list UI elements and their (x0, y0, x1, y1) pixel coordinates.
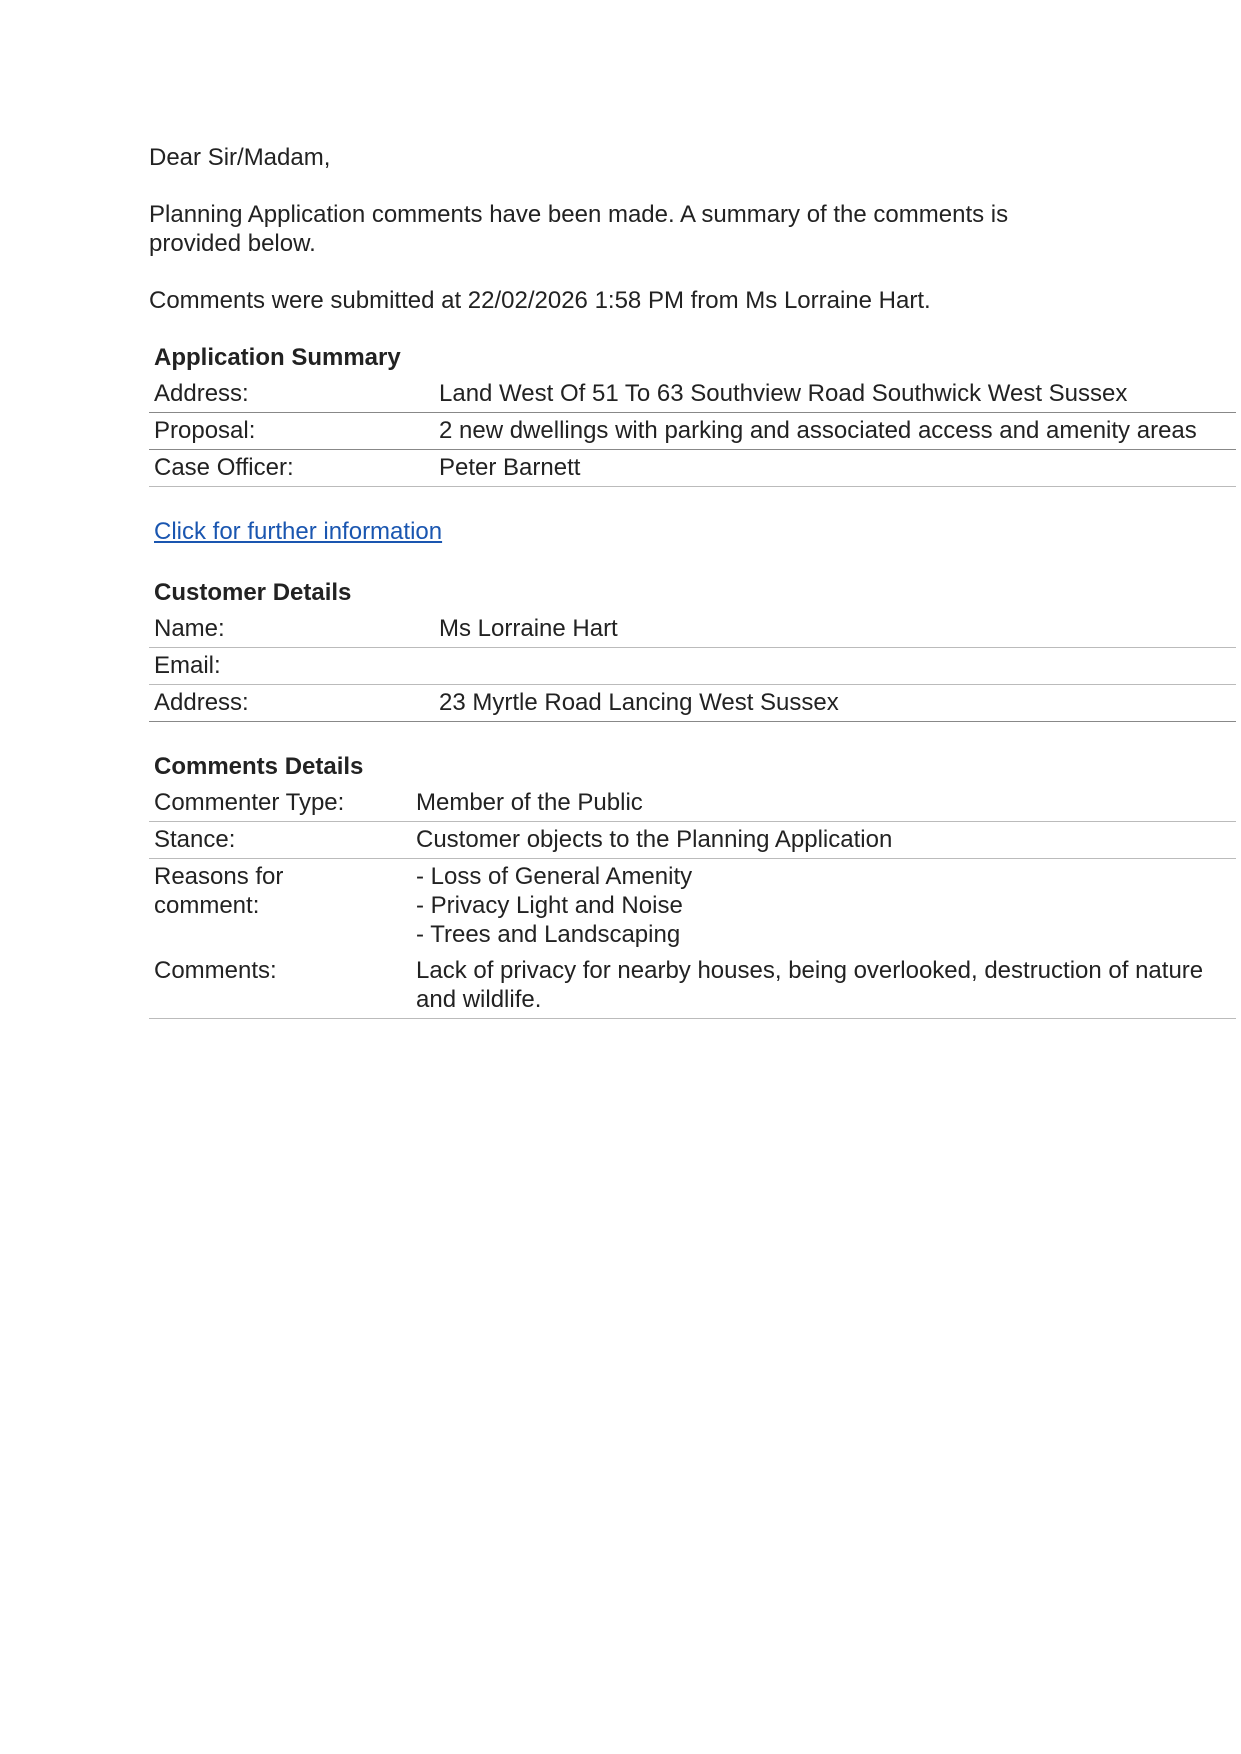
table-row (149, 822, 1236, 859)
reasons-label-line-1: Reasons for (154, 863, 284, 890)
customer-address-value: 23 Myrtle Road Lancing West Sussex (434, 685, 1236, 722)
address-value: Land West Of 51 To 63 Southview Road Southwick West Sussex (434, 376, 1236, 413)
table-row (149, 376, 1236, 413)
address-label: Address: (149, 376, 434, 413)
reason-item: - Privacy Light and Noise (416, 892, 683, 919)
email-value (434, 648, 1236, 685)
customer-details-title: Customer Details (154, 579, 352, 606)
comments-label: Comments: (149, 953, 411, 1019)
intro-line-2: provided below. (149, 230, 316, 257)
case-officer-value: Peter Barnett (434, 450, 1236, 487)
name-value: Ms Lorraine Hart (434, 611, 1236, 648)
comments-line-1: Lack of privacy for nearby houses, being overlooked, destruction of nature (416, 957, 1204, 984)
case-officer-label: Case Officer: (149, 450, 434, 487)
greeting: Dear Sir/Madam, (149, 144, 331, 171)
application-summary-table (149, 376, 1236, 487)
customer-details-table (149, 611, 1236, 722)
table-row (149, 953, 1236, 1019)
stance-label: Stance: (149, 822, 411, 859)
reasons-label (149, 859, 411, 954)
table-row (149, 450, 1236, 487)
email-label: Email: (149, 648, 434, 685)
table-row (149, 611, 1236, 648)
submitted-statement: Comments were submitted at 22/02/2026 1:58 PM from Ms Lorraine Hart. (149, 287, 931, 314)
comments-line-2: and wildlife. (416, 986, 542, 1013)
comments-value (411, 953, 1236, 1019)
application-summary-title: Application Summary (154, 344, 401, 371)
comments-details-table (149, 785, 1236, 1019)
customer-details-section (154, 578, 1241, 722)
reason-item: - Trees and Landscaping (416, 921, 681, 948)
intro-line-1: Planning Application comments have been made. A summary of the comments is (149, 201, 1009, 228)
table-row (149, 785, 1236, 822)
intro-paragraph (149, 200, 1241, 258)
reasons-label-line-2: comment: (154, 892, 260, 919)
email-document (149, 143, 1241, 1019)
customer-address-label: Address: (149, 685, 434, 722)
comments-details-section (154, 752, 1241, 1019)
further-info-link[interactable]: Click for further information (154, 518, 443, 545)
name-label: Name: (149, 611, 434, 648)
reasons-value (411, 859, 1236, 954)
proposal-value: 2 new dwellings with parking and associated access and amenity areas (434, 413, 1236, 450)
proposal-label: Proposal: (149, 413, 434, 450)
table-row (149, 648, 1236, 685)
table-row (149, 685, 1236, 722)
table-row (149, 859, 1236, 954)
commenter-type-label: Commenter Type: (149, 785, 411, 822)
table-row (149, 413, 1236, 450)
reason-item: - Loss of General Amenity (416, 863, 693, 890)
stance-value: Customer objects to the Planning Application (411, 822, 1236, 859)
comments-details-title: Comments Details (154, 753, 364, 780)
commenter-type-value: Member of the Public (411, 785, 1236, 822)
further-info-wrapper (149, 517, 1241, 546)
application-summary-section (154, 343, 1241, 487)
